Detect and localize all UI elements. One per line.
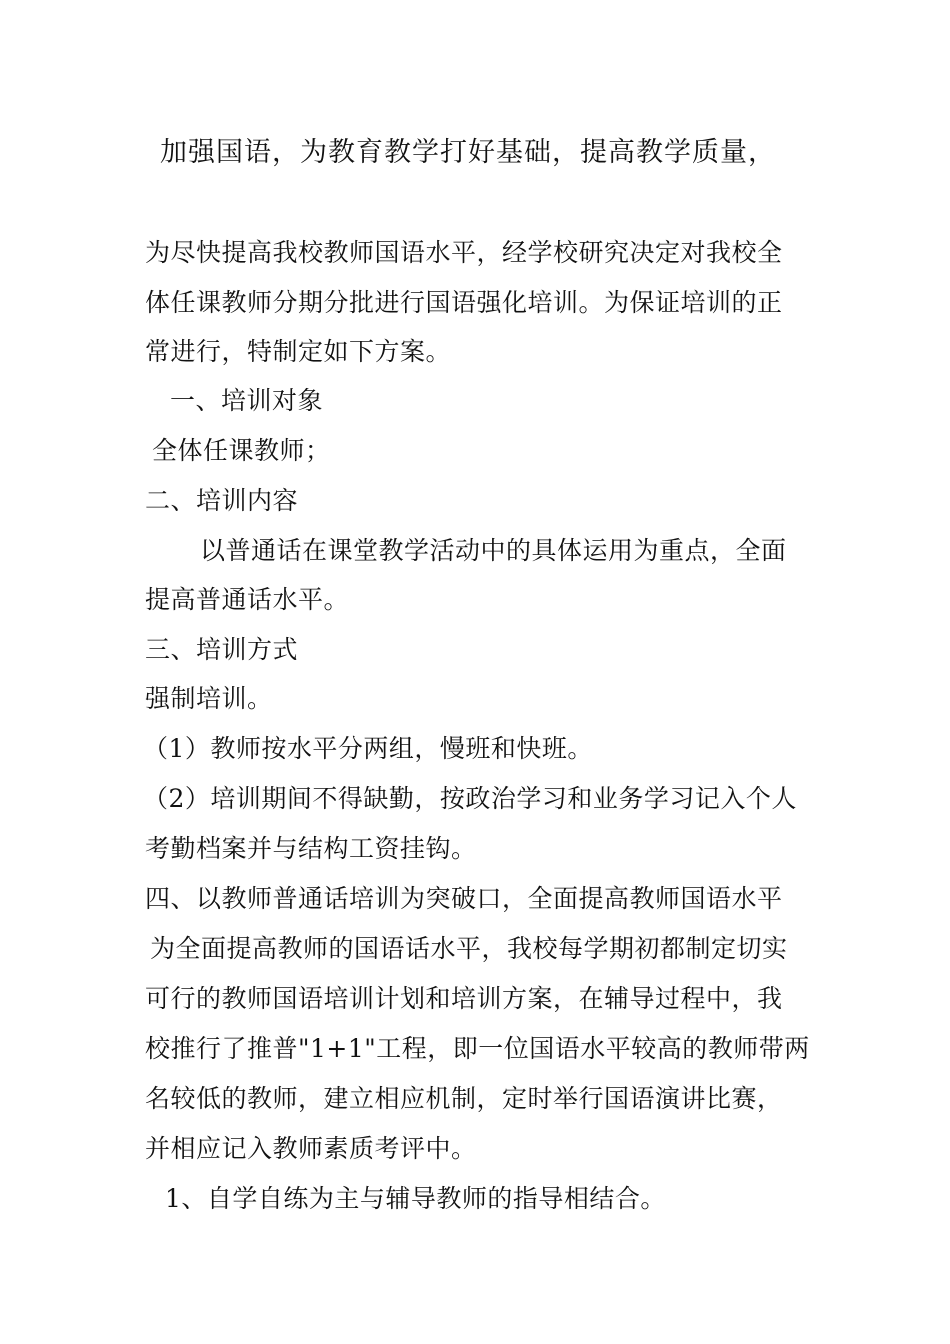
body-line: 强制培训。 xyxy=(145,684,273,713)
body-line: 名较低的教师，建立相应机制，定时举行国语演讲比赛， xyxy=(145,1084,783,1113)
section-heading-4: 四、以教师普通话培训为突破口，全面提高教师国语水平 xyxy=(145,884,783,913)
body-line: 以普通话在课堂教学活动中的具体运用为重点，全面 xyxy=(200,536,787,565)
body-line: 校推行了推普"1+1"工程，即一位国语水平较高的教师带两 xyxy=(145,1034,810,1063)
body-line: 全体任课教师； xyxy=(152,436,331,465)
section-heading-1: 一、培训对象 xyxy=(170,386,324,415)
body-line: 为全面提高教师的国语话水平，我校每学期初都制定切实 xyxy=(150,934,788,963)
body-line: 提高普通话水平。 xyxy=(145,585,350,614)
document-title: 加强国语，为教育教学打好基础，提高教学质量， xyxy=(160,137,776,168)
list-item: 1、自学自练为主与辅导教师的指导相结合。 xyxy=(165,1184,666,1213)
section-heading-2: 二、培训内容 xyxy=(145,486,299,515)
body-line: 体任课教师分期分批进行国语强化培训。为保证培训的正 xyxy=(145,288,783,317)
list-item: （2）培训期间不得缺勤，按政治学习和业务学习记入个人 xyxy=(143,784,797,813)
list-item: （1）教师按水平分两组，慢班和快班。 xyxy=(143,734,593,763)
body-line: 常进行，特制定如下方案。 xyxy=(145,337,452,366)
body-line: 考勤档案并与结构工资挂钩。 xyxy=(145,834,477,863)
body-line: 可行的教师国语培训计划和培训方案，在辅导过程中，我 xyxy=(145,984,783,1013)
body-line: 为尽快提高我校教师国语水平，经学校研究决定对我校全 xyxy=(145,238,783,267)
section-heading-3: 三、培训方式 xyxy=(145,635,299,664)
body-line: 并相应记入教师素质考评中。 xyxy=(145,1134,477,1163)
